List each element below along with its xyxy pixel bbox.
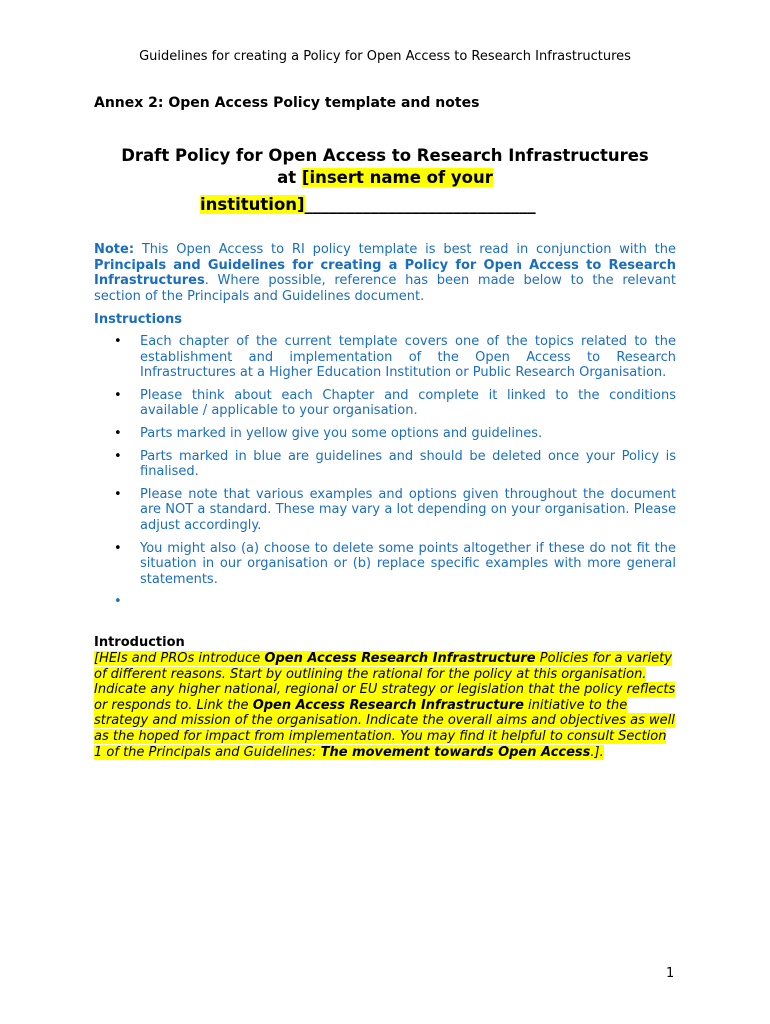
- note-text-2: . Where possible, reference has been made below to the relevant section of the Principals and Guidelines document.: [94, 273, 676, 304]
- bullet-icon: •: [114, 594, 122, 610]
- draft-title-line3: [200, 194, 536, 216]
- intro-text-3: initiative to the strategy and mission of the organisation. Indicate the overall aims and objectives as well as the hoped for impact from implementation. You may find it helpful to consult Section 1 of the Principals and Guidelines:: [94, 697, 675, 760]
- list-item-text: Parts marked in blue are guidelines and should be deleted once your Policy is finalised.: [140, 448, 676, 480]
- note-paragraph: [94, 242, 676, 304]
- intro-bold-3: The movement towards Open Access: [320, 744, 591, 760]
- list-item-empty: [94, 594, 676, 610]
- running-header: Guidelines for creating a Policy for Open Access to Research Infrastructures: [139, 49, 631, 64]
- institution-placeholder-part2: institution]: [200, 195, 305, 214]
- list-item-text: You might also (a) choose to delete some points altogether if these do not fit the situation in our organisation or (b) replace specific examples with more general statements.: [140, 540, 676, 587]
- list-item-text: Parts marked in yellow give you some options and guidelines.: [140, 425, 543, 441]
- bullet-icon: •: [114, 540, 122, 556]
- list-item: [94, 449, 676, 480]
- intro-text-4: .].: [590, 744, 604, 760]
- draft-title-at: at: [277, 168, 302, 187]
- institution-underline: ____________________________: [304, 195, 536, 214]
- bullet-icon: •: [114, 486, 122, 502]
- bullet-icon: •: [114, 448, 122, 464]
- introduction-heading: Introduction: [94, 635, 185, 650]
- list-item: [94, 541, 676, 588]
- institution-placeholder-part1: [insert name of your: [301, 168, 493, 187]
- intro-bold-2: Open Access Research Infrastructure: [252, 697, 524, 713]
- list-item: [94, 487, 676, 534]
- bullet-icon: •: [114, 334, 122, 349]
- note-text-1: This Open Access to RI policy template is best read in conjunction with the: [134, 242, 676, 257]
- intro-bold-1: Open Access Research Infrastructure: [264, 651, 536, 666]
- draft-title-line2: [94, 167, 676, 189]
- bullet-icon: •: [114, 387, 122, 403]
- note-label: Note:: [94, 242, 135, 257]
- instructions-list: [94, 334, 676, 617]
- page-number: 1: [666, 966, 675, 981]
- bullet-icon: •: [114, 425, 122, 441]
- list-item-text: Each chapter of the current template covers one of the topics related to the establishment and implementation of the Open Access to Research Infrastructures at a Higher Education Institution or Public Research Organisation.: [140, 334, 676, 381]
- list-item: [94, 426, 676, 442]
- intro-text-2: Policies for a variety of different reasons. Start by outlining the rational for the policy at this organisation. Indicate any higher national, regional or EU strategy or legislation that the policy reflects or responds to. Link the: [94, 651, 676, 713]
- annex-title: Annex 2: Open Access Policy template and notes: [94, 95, 480, 111]
- intro-text-1: [HEIs and PROs introduce: [94, 651, 265, 666]
- draft-title: [94, 145, 676, 189]
- list-item-text: Please think about each Chapter and complete it linked to the conditions available / applicable to your organisation.: [140, 387, 676, 419]
- instructions-heading: Instructions: [94, 312, 183, 327]
- list-item-text: Please note that various examples and options given throughout the document are NOT a standard. These may vary a lot depending on your organisation. Please adjust accordingly.: [140, 486, 676, 533]
- list-item: [94, 388, 676, 419]
- note-bold-reference: Principals and Guidelines for creating a Policy for Open Access to Research Infrastructures: [94, 257, 676, 289]
- draft-title-line1: Draft Policy for Open Access to Research Infrastructures: [121, 146, 649, 165]
- list-item: [94, 334, 676, 381]
- introduction-body: [94, 651, 676, 760]
